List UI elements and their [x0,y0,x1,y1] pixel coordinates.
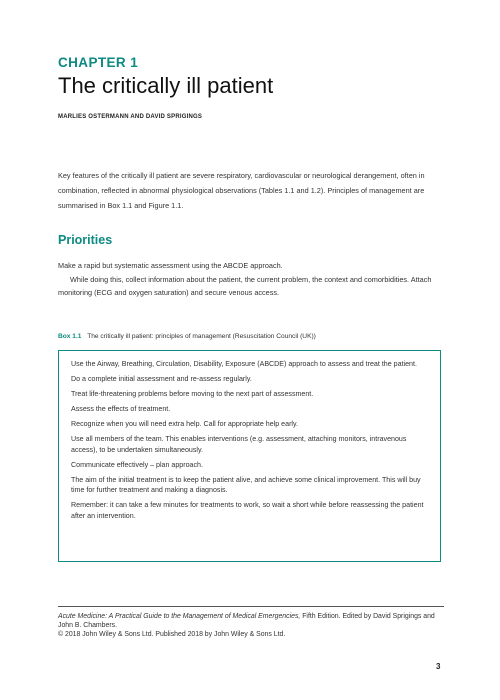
footer-book-line [58,612,444,630]
footer-copyright: © 2018 John Wiley & Sons Ltd. Published 2018 by John Wiley & Sons Ltd. [58,631,286,638]
priorities-body [58,259,444,300]
page-number: 3 [436,662,441,671]
principles-box [58,350,441,562]
intro-paragraph: Key features of the critically ill patient are severe respiratory, cardiovascular or neurological derangement, often in combination, reflected in abnormal physiological observations (Tables 1.1 and 1.2). Principles of management are summarised in Box 1.1 and Figure 1.1. [58,171,425,210]
chapter-label: CHAPTER 1 [58,55,139,70]
section-heading-priorities: Priorities [58,233,113,247]
footer-book-title: Acute Medicine: A Practical Guide to the Management of Medical Emergencies, [58,613,301,620]
footer-edition: Fifth Edition. Edited by David Sprigings and John B. Chambers. [58,613,435,629]
footer-citation [58,606,444,639]
box-caption-text: The critically ill patient: principles of management (Resuscitation Council (UK)) [87,333,316,340]
box-number: Box 1.1 [58,333,82,340]
principles-list [59,351,440,521]
priorities-paragraph: Make a rapid but systematic assessment using the ABCDE approach. [58,261,283,270]
list-item: Treat life-threatening problems before moving to the next part of assessment. [71,390,314,398]
list-item: Recognize when you will need extra help. Call for appropriate help early. [71,420,298,428]
list-item: Do a complete initial assessment and re-assess regularly. [71,375,252,383]
priorities-paragraph: While doing this, collect information about the patient, the current problem, the context and comorbidities. Attach monitoring (ECG and oxygen saturation) and secure venous access. [58,274,432,297]
list-item: Use all members of the team. This enables interventions (e.g. assessment, attaching monitors, intravenous access), to be undertaken simultaneously. [71,435,407,454]
list-item: The aim of the initial treatment is to keep the patient alive, and achieve some clinical improvement. This will buy time for further treatment and making a diagnosis. [71,475,421,494]
list-item: Assess the effects of treatment. [71,405,171,413]
box-caption [58,333,316,340]
list-item: Remember: it can take a few minutes for treatments to work, so wait a short while before reassessing the patient after an intervention. [71,501,424,520]
list-item: Use the Airway, Breathing, Circulation, Disability, Exposure (ABCDE) approach to assess and treat the patient. [71,360,417,368]
chapter-authors: MARLIES OSTERMANN AND DAVID SPRIGINGS [58,114,203,120]
chapter-title: The critically ill patient [58,73,274,98]
list-item: Communicate effectively – plan approach. [71,460,203,469]
